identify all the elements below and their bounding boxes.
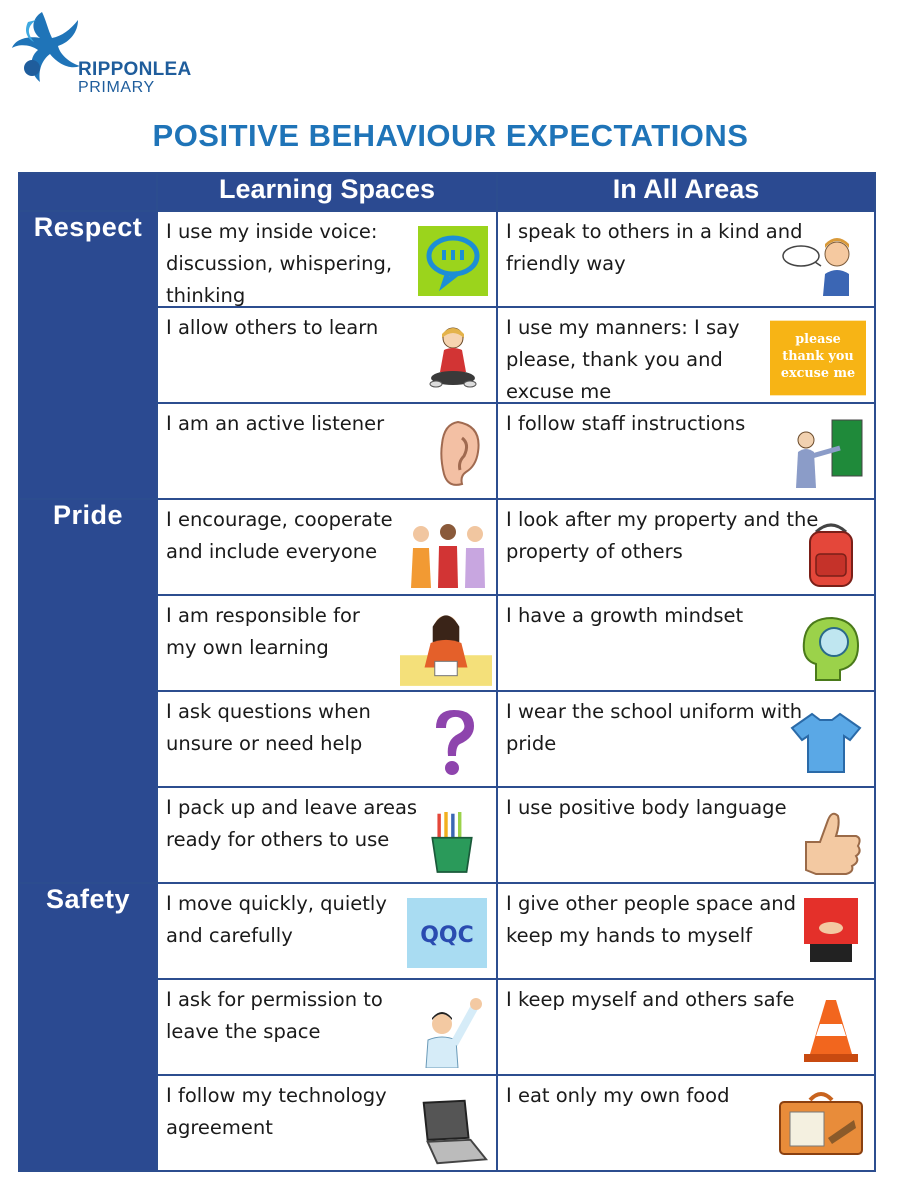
hands-to-self-icon <box>796 894 866 964</box>
all-areas-cell <box>497 787 875 883</box>
learning-cell <box>157 1075 497 1171</box>
logo-line-1: RIPPONLEA <box>78 59 192 80</box>
safety-cone-icon <box>796 994 866 1064</box>
learning-cell <box>157 979 497 1075</box>
learning-text: I allow others to learn <box>166 316 379 339</box>
qqc-card-icon <box>406 898 488 968</box>
learning-cell <box>157 883 497 979</box>
thumbs-up-icon <box>796 806 866 876</box>
sitting-child-icon <box>418 322 488 392</box>
category-respect: Respect <box>19 211 157 499</box>
all-areas-text: I give other people space and keep my hands to myself <box>506 892 797 947</box>
ear-icon <box>418 418 488 488</box>
all-areas-cell <box>497 403 875 499</box>
student-studying-icon <box>400 604 492 686</box>
all-areas-cell <box>497 1075 875 1171</box>
all-areas-text: I speak to others in a kind and friendly way <box>506 220 803 275</box>
learning-text: I am responsible for my own learning <box>166 604 360 659</box>
all-areas-cell <box>497 211 875 307</box>
learning-text: I encourage, cooperate and include everyone <box>166 508 393 563</box>
pencil-cup-icon <box>422 810 482 874</box>
learning-cell <box>157 307 497 403</box>
table-row <box>19 499 875 595</box>
manners-card-icon <box>770 320 866 396</box>
learning-cell <box>157 499 497 595</box>
page-title: POSITIVE BEHAVIOUR EXPECTATIONS <box>152 118 749 153</box>
raised-hand-student-icon <box>418 988 488 1068</box>
table-row <box>19 883 875 979</box>
all-areas-text: I wear the school uniform with pride <box>506 700 803 755</box>
learning-text: I ask questions when unsure or need help <box>166 700 371 755</box>
category-safety: Safety <box>19 883 157 1171</box>
backpack-icon <box>796 518 866 588</box>
manners-card-excuse-me: excuse me <box>780 366 856 382</box>
header-row <box>19 173 875 211</box>
all-areas-cell <box>497 883 875 979</box>
all-areas-text: I look after my property and the property of others <box>506 508 819 563</box>
learning-text: I follow my technology agreement <box>166 1084 387 1139</box>
all-areas-text: I use my manners: I say please, thank you and excuse me <box>506 316 740 403</box>
speech-bubble-icon <box>418 226 488 296</box>
header-in-all-areas: In All Areas <box>497 173 875 211</box>
learning-text: I move quickly, quietly and carefully <box>166 892 387 947</box>
all-areas-text: I eat only my own food <box>506 1084 730 1107</box>
table-row <box>19 211 875 307</box>
learning-cell <box>157 787 497 883</box>
laptop-icon <box>412 1098 490 1168</box>
lunchbox-icon <box>776 1088 866 1158</box>
school-shirt-icon <box>786 706 866 776</box>
all-areas-cell <box>497 595 875 691</box>
learning-cell <box>157 211 497 307</box>
question-mark-icon <box>418 706 488 776</box>
all-areas-cell <box>497 499 875 595</box>
all-areas-text: I keep myself and others safe <box>506 988 795 1011</box>
learning-text: I use my inside voice: discussion, whispering, thinking <box>166 220 393 307</box>
learning-text: I am an active listener <box>166 412 385 435</box>
ripponlea-swirl-icon <box>8 8 88 88</box>
expectations-table <box>18 172 876 1172</box>
all-areas-text: I use positive body language <box>506 796 787 819</box>
category-pride: Pride <box>19 499 157 883</box>
all-areas-cell <box>497 691 875 787</box>
logo-line-2: PRIMARY <box>78 79 155 96</box>
learning-text: I ask for permission to leave the space <box>166 988 383 1043</box>
group-of-children-icon <box>402 518 494 588</box>
all-areas-cell <box>497 307 875 403</box>
qqc-text: QQC <box>420 923 474 948</box>
header-learning-spaces: Learning Spaces <box>157 173 497 211</box>
all-areas-text: I have a growth mindset <box>506 604 744 627</box>
all-areas-text: I follow staff instructions <box>506 412 746 435</box>
manners-card-please: please <box>795 332 841 348</box>
learning-cell <box>157 691 497 787</box>
learning-text: I pack up and leave areas ready for others to use <box>166 796 418 851</box>
logo-wordmark <box>78 60 192 96</box>
learning-cell <box>157 595 497 691</box>
growth-mindset-head-icon <box>796 612 866 682</box>
talking-boy-icon <box>764 226 864 296</box>
all-areas-cell <box>497 979 875 1075</box>
header-corner <box>19 173 157 211</box>
manners-card-thank-you: thank you <box>782 349 854 365</box>
learning-cell <box>157 403 497 499</box>
teacher-pointing-icon <box>782 418 866 488</box>
